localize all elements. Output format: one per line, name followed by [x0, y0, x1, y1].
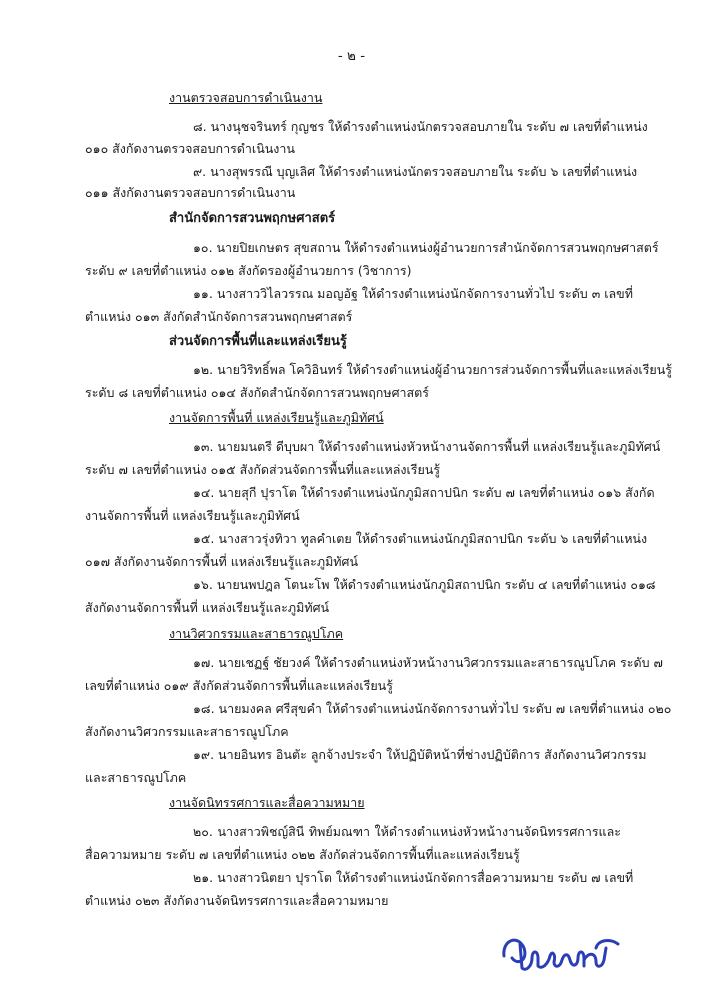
item-line: ๒๑. นางสาวนิตยา ปุราโต ให้ดำรงตำแหน่งนักจัดการสื่อความหมาย ระดับ ๗ เลขที่: [193, 870, 634, 885]
page-number: - ๒ -: [337, 48, 366, 64]
item-line: ๑๘. นายมงคล ศรีสุขคำ ให้ดำรงตำแหน่งนักจัดการงานทั่วไป ระดับ ๗ เลขที่ตำแหน่ง ๐๒๐: [193, 701, 672, 716]
item-line: ระดับ ๙ เลขที่ตำแหน่ง ๐๑๒ สังกัดรองผู้อำนวยการ (วิชาการ): [85, 263, 412, 278]
item-line: สื่อความหมาย ระดับ ๗ เลขที่ตำแหน่ง ๐๒๒ สังกัดส่วนจัดการพื้นที่และแหล่งเรียนรู้: [85, 847, 520, 862]
item-line: ๑๕. นางสาวรุ่งทิวา ทูลคำเตย ให้ดำรงตำแหน่งนักภูมิสถาปนิก ระดับ ๖ เลขที่ตำแหน่ง: [193, 531, 648, 546]
section-heading: งานจัดนิทรรศการและสื่อความหมาย: [169, 795, 365, 810]
item-line: ๑๔. นายสุกี ปุราโต ให้ดำรงตำแหน่งนักภูมิสถาปนิก ระดับ ๗ เลขที่ตำแหน่ง ๐๑๖ สังกัด: [193, 485, 655, 500]
item-line: สังกัดงานวิศวกรรมและสาธารณูปโภค: [85, 724, 289, 739]
section-heading: งานตรวจสอบการดำเนินงาน: [169, 90, 323, 105]
item-line: ระดับ ๘ เลขที่ตำแหน่ง ๐๑๔ สังกัดสำนักจัดการสวนพฤกษศาสตร์: [85, 385, 429, 400]
signature: [498, 930, 624, 978]
item-line: ๑๖. นายนพปฎล โตนะโพ ให้ดำรงตำแหน่งนักภูมิสถาปนิก ระดับ ๔ เลขที่ตำแหน่ง ๐๑๘: [193, 577, 656, 592]
section-heading: งานจัดการพื้นที่ แหล่งเรียนรู้และภูมิทัศน์: [169, 410, 384, 425]
item-line: ๙. นางสุพรรณี บุญเลิศ ให้ดำรงตำแหน่งนักตรวจสอบภายใน ระดับ ๖ เลขที่ตำแหน่ง: [193, 164, 638, 179]
item-line: เลขที่ตำแหน่ง ๐๑๙ สังกัดส่วนจัดการพื้นที่และแหล่งเรียนรู้: [85, 678, 393, 693]
item-line: ๐๑๗ สังกัดงานจัดการพื้นที่ แหล่งเรียนรู้และภูมิทัศน์: [85, 554, 359, 569]
item-line: ๐๑๑ สังกัดงานตรวจสอบการดำเนินงาน: [85, 185, 296, 200]
item-line: ๒๐. นางสาวพิชญ์สินี ทิพย์มณฑา ให้ดำรงตำแหน่งหัวหน้างานจัดนิทรรศการและ: [193, 824, 621, 839]
item-line: ๘. นางนุชจรินทร์ กุญชร ให้ดำรงตำแหน่งนักตรวจสอบภายใน ระดับ ๗ เลขที่ตำแหน่ง: [193, 119, 648, 134]
item-line: ตำแหน่ง ๐๑๓ สังกัดสำนักจัดการสวนพฤกษศาสตร์: [85, 309, 353, 324]
item-line: ระดับ ๗ เลขที่ตำแหน่ง ๐๑๕ สังกัดส่วนจัดการพื้นที่และแหล่งเรียนรู้: [85, 462, 441, 477]
item-line: งานจัดการพื้นที่ แหล่งเรียนรู้และภูมิทัศน์: [85, 508, 300, 523]
office-heading: สำนักจัดการสวนพฤกษศาสตร์: [169, 211, 336, 226]
item-line: ๑๙. นายอินทร อินตัะ ลูกจ้างประจำ ให้ปฏิบัติหน้าที่ช่างปฏิบัติการ สังกัดงานวิศวกรรม: [193, 747, 647, 762]
section-heading: งานวิศวกรรมและสาธารณูปโภค: [169, 626, 344, 641]
division-heading: ส่วนจัดการพื้นที่และแหล่งเรียนรู้: [169, 334, 347, 349]
item-line: ๑๑. นางสาววิไลวรรณ มอญอัฐ ให้ดำรงตำแหน่งนักจัดการงานทั่วไป ระดับ ๓ เลขที่: [193, 286, 633, 301]
item-line: ตำแหน่ง ๐๒๓ สังกัดงานจัดนิทรรศการและสื่อความหมาย: [85, 893, 389, 908]
item-line: ๑๐. นายปิยเกษตร สุขสถาน ให้ดำรงตำแหน่งผู้อำนวยการสำนักจัดการสวนพฤกษศาสตร์: [193, 240, 659, 255]
item-line: ๑๗. นายเชฏฐ์ ชัยวงค์ ให้ดำรงตำแหน่งหัวหน้างานวิศวกรรมและสาธารณูปโภค ระดับ ๗: [193, 655, 663, 670]
item-line: ๐๑๐ สังกัดงานตรวจสอบการดำเนินงาน: [85, 141, 295, 156]
item-line: และสาธารณูปโภค: [85, 770, 187, 785]
item-line: ๑๒. นายวิริทธิ์พล โควิอินทร์ ให้ดำรงตำแหน่งผู้อำนวยการส่วนจัดการพื้นที่และแหล่งเรียนรู้: [193, 362, 672, 377]
item-line: สังกัดงานจัดการพื้นที่ แหล่งเรียนรู้และภูมิทัศน์: [85, 600, 330, 615]
item-line: ๑๓. นายมนตรี ดีบุบผา ให้ดำรงตำแหน่งหัวหน้างานจัดการพื้นที่ แหล่งเรียนรู้และภูมิทัศน์: [193, 439, 661, 454]
